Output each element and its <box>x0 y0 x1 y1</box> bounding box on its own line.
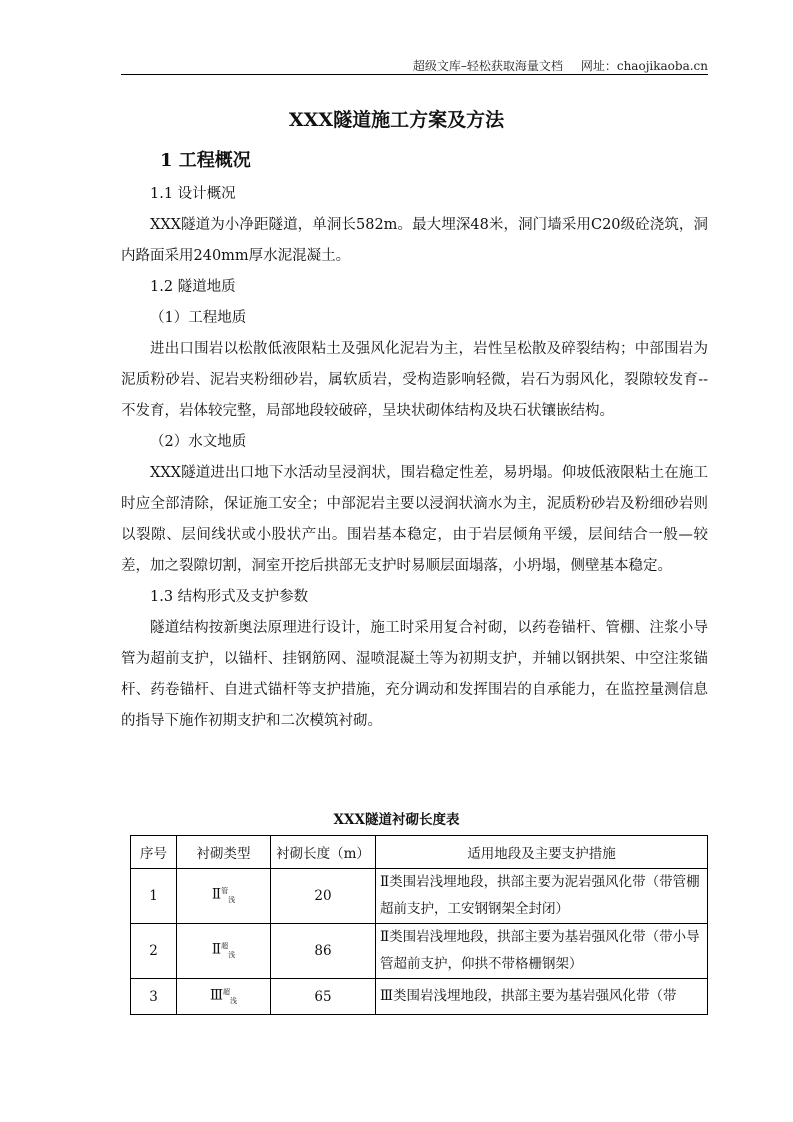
cell-type <box>177 924 271 979</box>
type-sub: 浅 <box>228 951 236 960</box>
table-row <box>131 979 708 1015</box>
cell-no: 1 <box>131 869 177 924</box>
type-sup: 超 <box>221 942 229 951</box>
lining-length-table <box>130 835 708 1015</box>
page-header <box>121 57 708 74</box>
header-site: 超级文库–轻松获取海量文档 <box>412 59 563 73</box>
type-sup: 超 <box>223 987 231 996</box>
paragraph: XXX隧道为小净距隧道，单洞长582m。最大埋深48米，洞门墙采用C20级砼浇筑，洞内路面采用240mm厚水泥混凝土。 <box>121 217 708 264</box>
cell-length: 86 <box>271 924 376 979</box>
subheading: 1.1 设计概况 <box>150 186 236 202</box>
cell-desc: Ⅱ类围岩浅埋地段，拱部主要为基岩强风化带（带小导管超前支护，仰拱不带格栅钢架） <box>376 924 708 979</box>
document-title: XXX隧道施工方案及方法 <box>288 109 505 131</box>
table-title: XXX隧道衬砌长度表 <box>333 812 460 828</box>
cell-length: 65 <box>271 979 376 1015</box>
cell-length: 20 <box>271 869 376 924</box>
subheading: 1.2 隧道地质 <box>150 279 236 295</box>
header-url: 网址：chaojikaoba.cn <box>580 59 708 73</box>
paragraph: 进出口围岩以松散低液限粘土及强风化泥岩为主，岩性呈松散及碎裂结构；中部围岩为泥质粉砂岩、泥岩夹粉细砂岩，属软质岩，受构造影响轻微，岩石为弱风化，裂隙较发育--不发育，岩体较完整，局部地段较破碎，呈块状砌体结构及块石状镶嵌结构。 <box>121 341 708 419</box>
subheading: 1.3 结构形式及支护参数 <box>150 589 309 605</box>
paragraph: 隧道结构按新奥法原理进行设计，施工时采用复合衬砌，以药卷锚杆、管棚、注浆小导管为超前支护，以锚杆、挂钢筋网、湿喷混凝土等为初期支护，并辅以钢拱架、中空注浆锚杆、药卷锚杆、自进式锚杆等支护措施，充分调动和发挥围岩的自承能力，在监控量测信息的指导下施作初期支护和二次模筑衬砌。 <box>121 620 708 729</box>
type-main: Ⅱ <box>211 941 222 958</box>
cell-type <box>177 979 271 1015</box>
table-header-row <box>131 836 708 869</box>
type-sub: 浅 <box>228 896 236 905</box>
column-header: 适用地段及主要支护措施 <box>376 836 708 869</box>
column-header: 衬砌长度（m） <box>271 836 376 869</box>
column-header: 序号 <box>131 836 177 869</box>
type-main: Ⅲ <box>209 987 224 1004</box>
table-row <box>131 869 708 924</box>
cell-desc: Ⅱ类围岩浅埋地段，拱部主要为泥岩强风化带（带管棚超前支护，工安钢钢架全封闭） <box>376 869 708 924</box>
type-main: Ⅱ <box>211 886 222 903</box>
section-heading: 1 工程概况 <box>160 150 251 171</box>
column-header: 衬砌类型 <box>177 836 271 869</box>
subheading: （1）工程地质 <box>150 310 247 326</box>
cell-desc: Ⅲ类围岩浅埋地段，拱部主要为基岩强风化带（带 <box>376 979 708 1015</box>
cell-type <box>177 869 271 924</box>
paragraph: XXX隧道进出口地下水活动呈浸润状，围岩稳定性差，易坍塌。仰坡低液限粘土在施工时应全部清除，保证施工安全；中部泥岩主要以浸润状滴水为主，泥质粉砂岩及粉细砂岩则以裂隙、层间线状或小股状产出。围岩基本稳定，由于岩层倾角平缓，层间结合一般—较差，加之裂隙切割，洞室开挖后拱部无支护时易顺层面塌落，小坍塌，侧壁基本稳定。 <box>121 465 708 574</box>
table-row <box>131 924 708 979</box>
document-body <box>121 179 708 737</box>
type-sup: 管 <box>221 887 229 896</box>
header-rule <box>121 74 708 75</box>
subheading: （2）水文地质 <box>150 434 247 450</box>
type-sub: 浅 <box>230 997 238 1006</box>
cell-no: 3 <box>131 979 177 1015</box>
cell-no: 2 <box>131 924 177 979</box>
